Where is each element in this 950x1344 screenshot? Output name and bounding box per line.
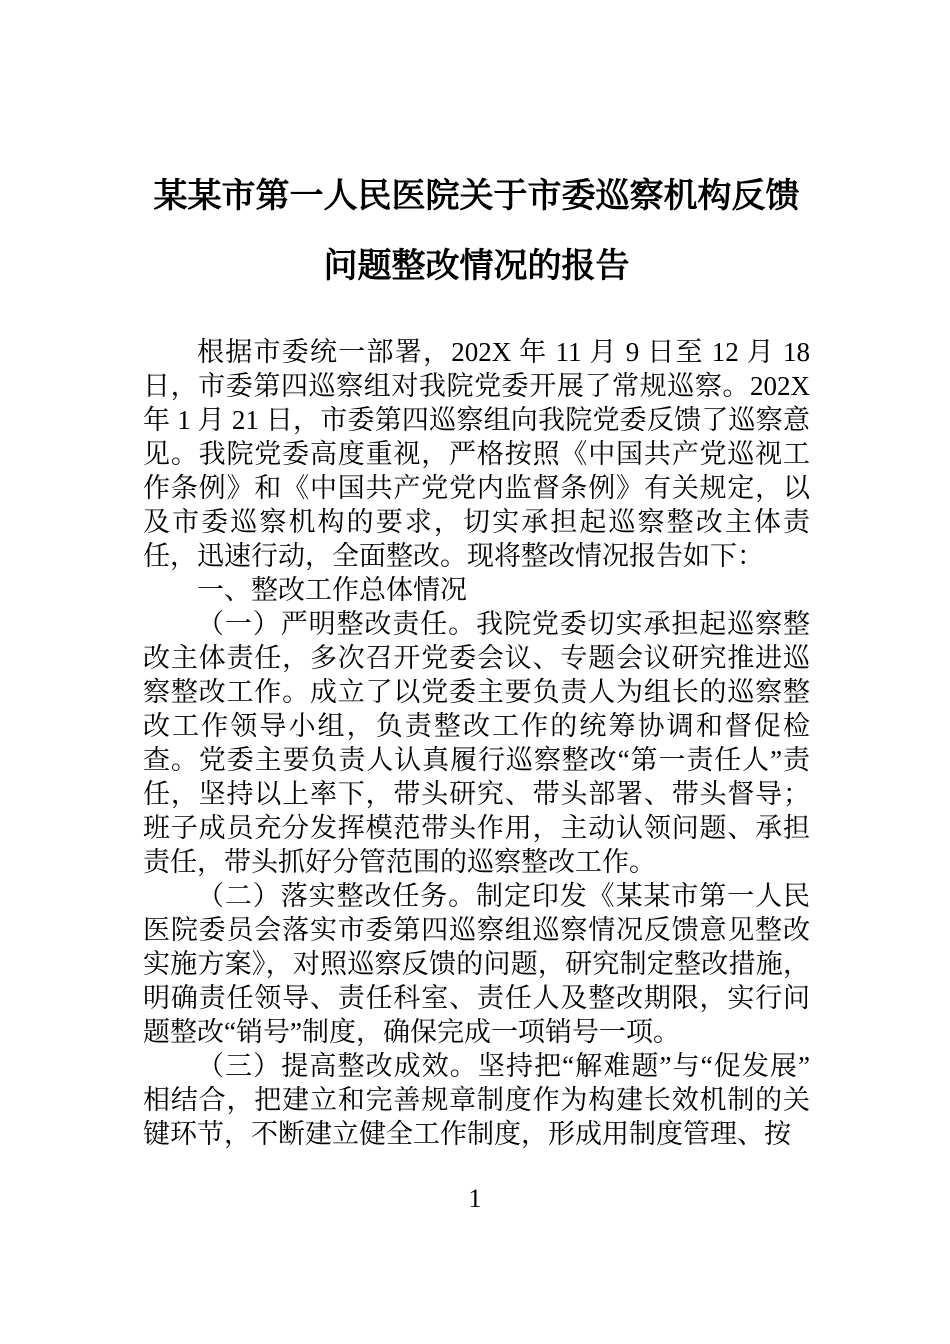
paragraph-item-3-effectiveness: （三）提高整改成效。坚持把“解难题”与“促发展”相结合，把建立和完善规章制度作为构建长效机制的关键环节，不断建立健全工作制度，形成用制度管理、按 (143, 1051, 810, 1149)
section-heading-overall-situation: 一、整改工作总体情况 (197, 575, 467, 605)
paragraph-item-1-responsibility: （一）严明整改责任。我院党委切实承担起巡察整改主体责任，多次召开党委会议、专题会议研究推进巡察整改工作。成立了以党委主要负责人为组长的巡察整改工作领导小组，负责整改工作的统筹协调和督促检查。党委主要负责人认真履行巡察整改“第一责任人”责任，坚持以上率下，带头研究、带头部署、带头督导；班子成员充分发挥模范带头作用，主动认领问题、承担责任，带头抓好分管范围的巡察整改工作。 (143, 609, 810, 877)
paragraph-item-2-tasks: （二）落实整改任务。制定印发《某某市第一人民医院委员会落实市委第四巡察组巡察情况反馈意见整改实施方案》，对照巡察反馈的问题，研究制定整改措施，明确责任领导、责任科室、责任人及整改期限，实行问题整改“销号”制度，确保完成一项销号一项。 (143, 881, 810, 1047)
document-title: 某某市第一人民医院关于市委巡察机构反馈问题整改情况的报告 (153, 177, 800, 285)
page-number: 1 (468, 1184, 482, 1213)
paragraph-intro: 根据市委统一部署，202X 年 11 月 9 日至 12 月 18 日，市委第四巡察组对我院党委开展了常规巡察。202X 年 1 月 21 日，市委第四巡察组向我院党委反馈了巡察意见。我院党委高度重视，严格按照《中国共产党巡视工作条例》和《中国共产党党内监督条例》有关规定，以及市委巡察机构的要求，切实承担起巡察整改主体责任，迅速行动，全面整改。现将整改情况报告如下： (143, 337, 810, 571)
document-body (143, 335, 810, 1151)
